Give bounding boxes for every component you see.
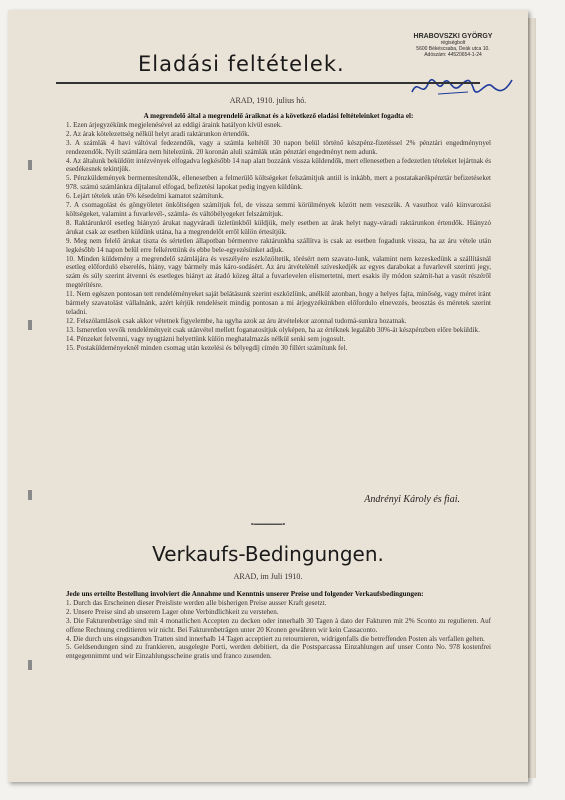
page-edge	[528, 18, 536, 778]
firm-signature: Andrényi Károly és fiai.	[364, 494, 460, 505]
condition-item: 2. Unsere Preise sind ab unserem Lager ohne Verbindlichkeit zu verstehen.	[66, 607, 279, 616]
condition-item: 8. Raktárunkról esetleg hiányzó árukat nagyváradi üzletünkből küldjük, mely esetben az árak helyt nagy-váradi raktárunkon értendők. Hiányzó árukat csak az esetben küldünk utána, ha a megrendelőt erről külön értesítjük.	[66, 218, 491, 236]
date-german: ARAD, im Juli 1910.	[233, 572, 303, 581]
owner-stamp	[393, 34, 513, 58]
intro-german: Jede uns erteilte Bestellung involviert die Annahme und Kenntnis unserer Preise und folgender Verkaufsbedingungen:	[66, 590, 424, 598]
stamp-line-1: régiségbolt	[440, 40, 466, 46]
edge-marker	[28, 490, 32, 500]
edge-marker	[28, 320, 32, 330]
condition-item: 4. Die durch uns eingesandten Tratten sind innerhalb 14 Tagen acceptiert zu retournieren, widrigenfalls die betreffenden Posten als verfallen gelten.	[66, 634, 485, 643]
header	[18, 33, 518, 92]
document-page	[8, 10, 528, 782]
date-hungarian: ARAD, 1910. julius hó.	[229, 96, 307, 105]
intro-hungarian: A megrendelő által a megrendelő áraiknat és a következő eladási feltételeinket fogadta el:	[143, 112, 414, 120]
title-rule	[56, 82, 480, 84]
condition-item: 15. Postaküldeményeknél minden csomag után kezelési és bélyegdíj címén 30 fillért számítunk fel.	[66, 343, 348, 352]
condition-item: 5. Geldsendungen sind zu frankieren, ausgelegte Porti, werden debitiert, da die Postsparcassa Einzahlungen auf unser Conto No. 978 kostenfrei entgegennimmt und wir Einzahlungsscheine gratis und franco zusenden.	[66, 643, 491, 661]
stamp-name: HRABOVSZKI GYÖRGY	[413, 33, 493, 40]
condition-item: 1. Durch das Erscheinen dieser Preisliste werden alle bisherigen Preise ausser Kraft gesetzt.	[66, 598, 327, 607]
edge-marker	[28, 660, 32, 670]
condition-item: 13. Ismeretlen vevők rendeléményeit csak utánvétel mellett foganatosítjuk olyképen, ha az értéknek legalább 30%-át készpénzben előre beküldik.	[66, 325, 480, 334]
stamp-line-2: 5600 Békéscsaba, Deák utca 10.	[416, 46, 490, 52]
condition-item: 9. Meg nem felelő árukat tiszta és sértetlen állapotban bérmentve raktárunkba szállítva is csak az esetben fogadunk vissza, ha az áru vétele után legkésőbb 14 napon belül erre felkérettünk és ebbe bele-egyezésünket adjuk.	[66, 236, 491, 254]
condition-item: 12. Felszólamlások csak akkor vétetnek figyelembe, ha ugyha azok az áru átvételekor azonnal tudomá-sunkra hozatnak.	[66, 316, 407, 325]
condition-item: 4. Az általunk beküldött intézvények elfogadva legkésőbb 14 nap alatt bozzánk vissza küldendők, mert ellenesetben a fedezetlen tételeket lejártnak és esedékesnek tekintjük.	[66, 156, 491, 174]
conditions-german	[66, 590, 491, 661]
condition-item: 5. Pénzküldemények bermentesítendők, ellenesetben a felmerülő költségeket felszámítjuk antiil is inkább, mert a postatakarékpénztár befizetéseket 978. számú számlánkra díjtalanul elfogad, befizetési lapokat pedig ingyen küldünk.	[66, 174, 491, 192]
condition-item: 11. Nem egészen pontosan tett rendeléményeket saját belátásunk szerint eszközlünk, anélkül azonban, hogy a helyes fajta, minőség, vagy méret iránt bármely szavatolást vállalnánk, azért kérjük rendeléseit mindig pontosan a mi árjegyzékünkben előfordulo elnevezés, beosztás és méretek szerint teladni.	[66, 290, 491, 316]
title-german: Verkaufs-Bedingungen.	[152, 542, 384, 566]
condition-item: 14. Pénzeket felvenni, vagy nyugtázni helyettünk külön meghatalmazás nélkül senki sem jogosult.	[66, 334, 346, 343]
condition-item: 2. Az árak kötelezettség nélkül helyt aradi raktárunkon értendők.	[66, 129, 250, 138]
condition-item: 1. Ezen árjegyzékünk megjelenésével az eddigi áraink hatályon kívül esnek.	[66, 120, 283, 129]
conditions-hungarian	[66, 112, 491, 352]
edge-marker	[28, 160, 32, 170]
condition-item: 6. Lejárt tételek után 6% késedelmi kamatot számítunk.	[66, 192, 224, 201]
stamp-line-3: Adószám: 44520654-1-24	[424, 52, 482, 58]
page-content	[18, 20, 518, 772]
condition-item: 10. Minden küldemény a megrendelő számlájára és veszélyére eszközöltetik, törésért nem szavato-lunk, valamint nem kezeskedünk a szállításnál esetleg előforduló elserelés, hiány, vagy bármely más káro-sodásért. Az áru átvételénél szíveskedjék az egyes darabokat a fuvarlevél szerinti jegy, szám és súly szerint átvenni és esetleges hiányt az átadó közeg által a fuvarlevelen elismertetni, mert esakis ily módon számít-hat a vasút részéről megtérítésre.	[66, 254, 491, 290]
condition-item: 3. Die Fakturenbeträge sind mit 4 monatlichen Accepten zu decken oder innerhalb 30 Tagen à dato der Fakturen mit 2% Sconto zu regulieren. Auf offene Rechnung creditieren wir nicht. Bei Fakturenbeträgen unter 20 Kronen gewähren wir kein Cassaconto.	[66, 616, 491, 634]
condition-item: 7. A csomagolást és göngyöletet önköltségen számítjuk fel, de vissza semmi körülmények között nem veszszük. A vasuthoz való kiinvarozási költségeket, valamint a fuvarlevél-, számla- és váltóbélyegeket felszámítjuk.	[66, 201, 491, 218]
title-hungarian: Eladási feltételek.	[138, 52, 345, 76]
section-divider: •━━━━━━•	[250, 520, 286, 529]
condition-item: 3. A számlák 4 havi váltóval fedezendők, vagy a számla keltétől 30 napon belül történő készpénz-fizetéssel 2% pénztári engedménynyel rendezendők. Nyilt számlára nem hitelezünk. 20 koronán aluli számlák után pénztári engedményt nem adunk.	[66, 138, 491, 156]
